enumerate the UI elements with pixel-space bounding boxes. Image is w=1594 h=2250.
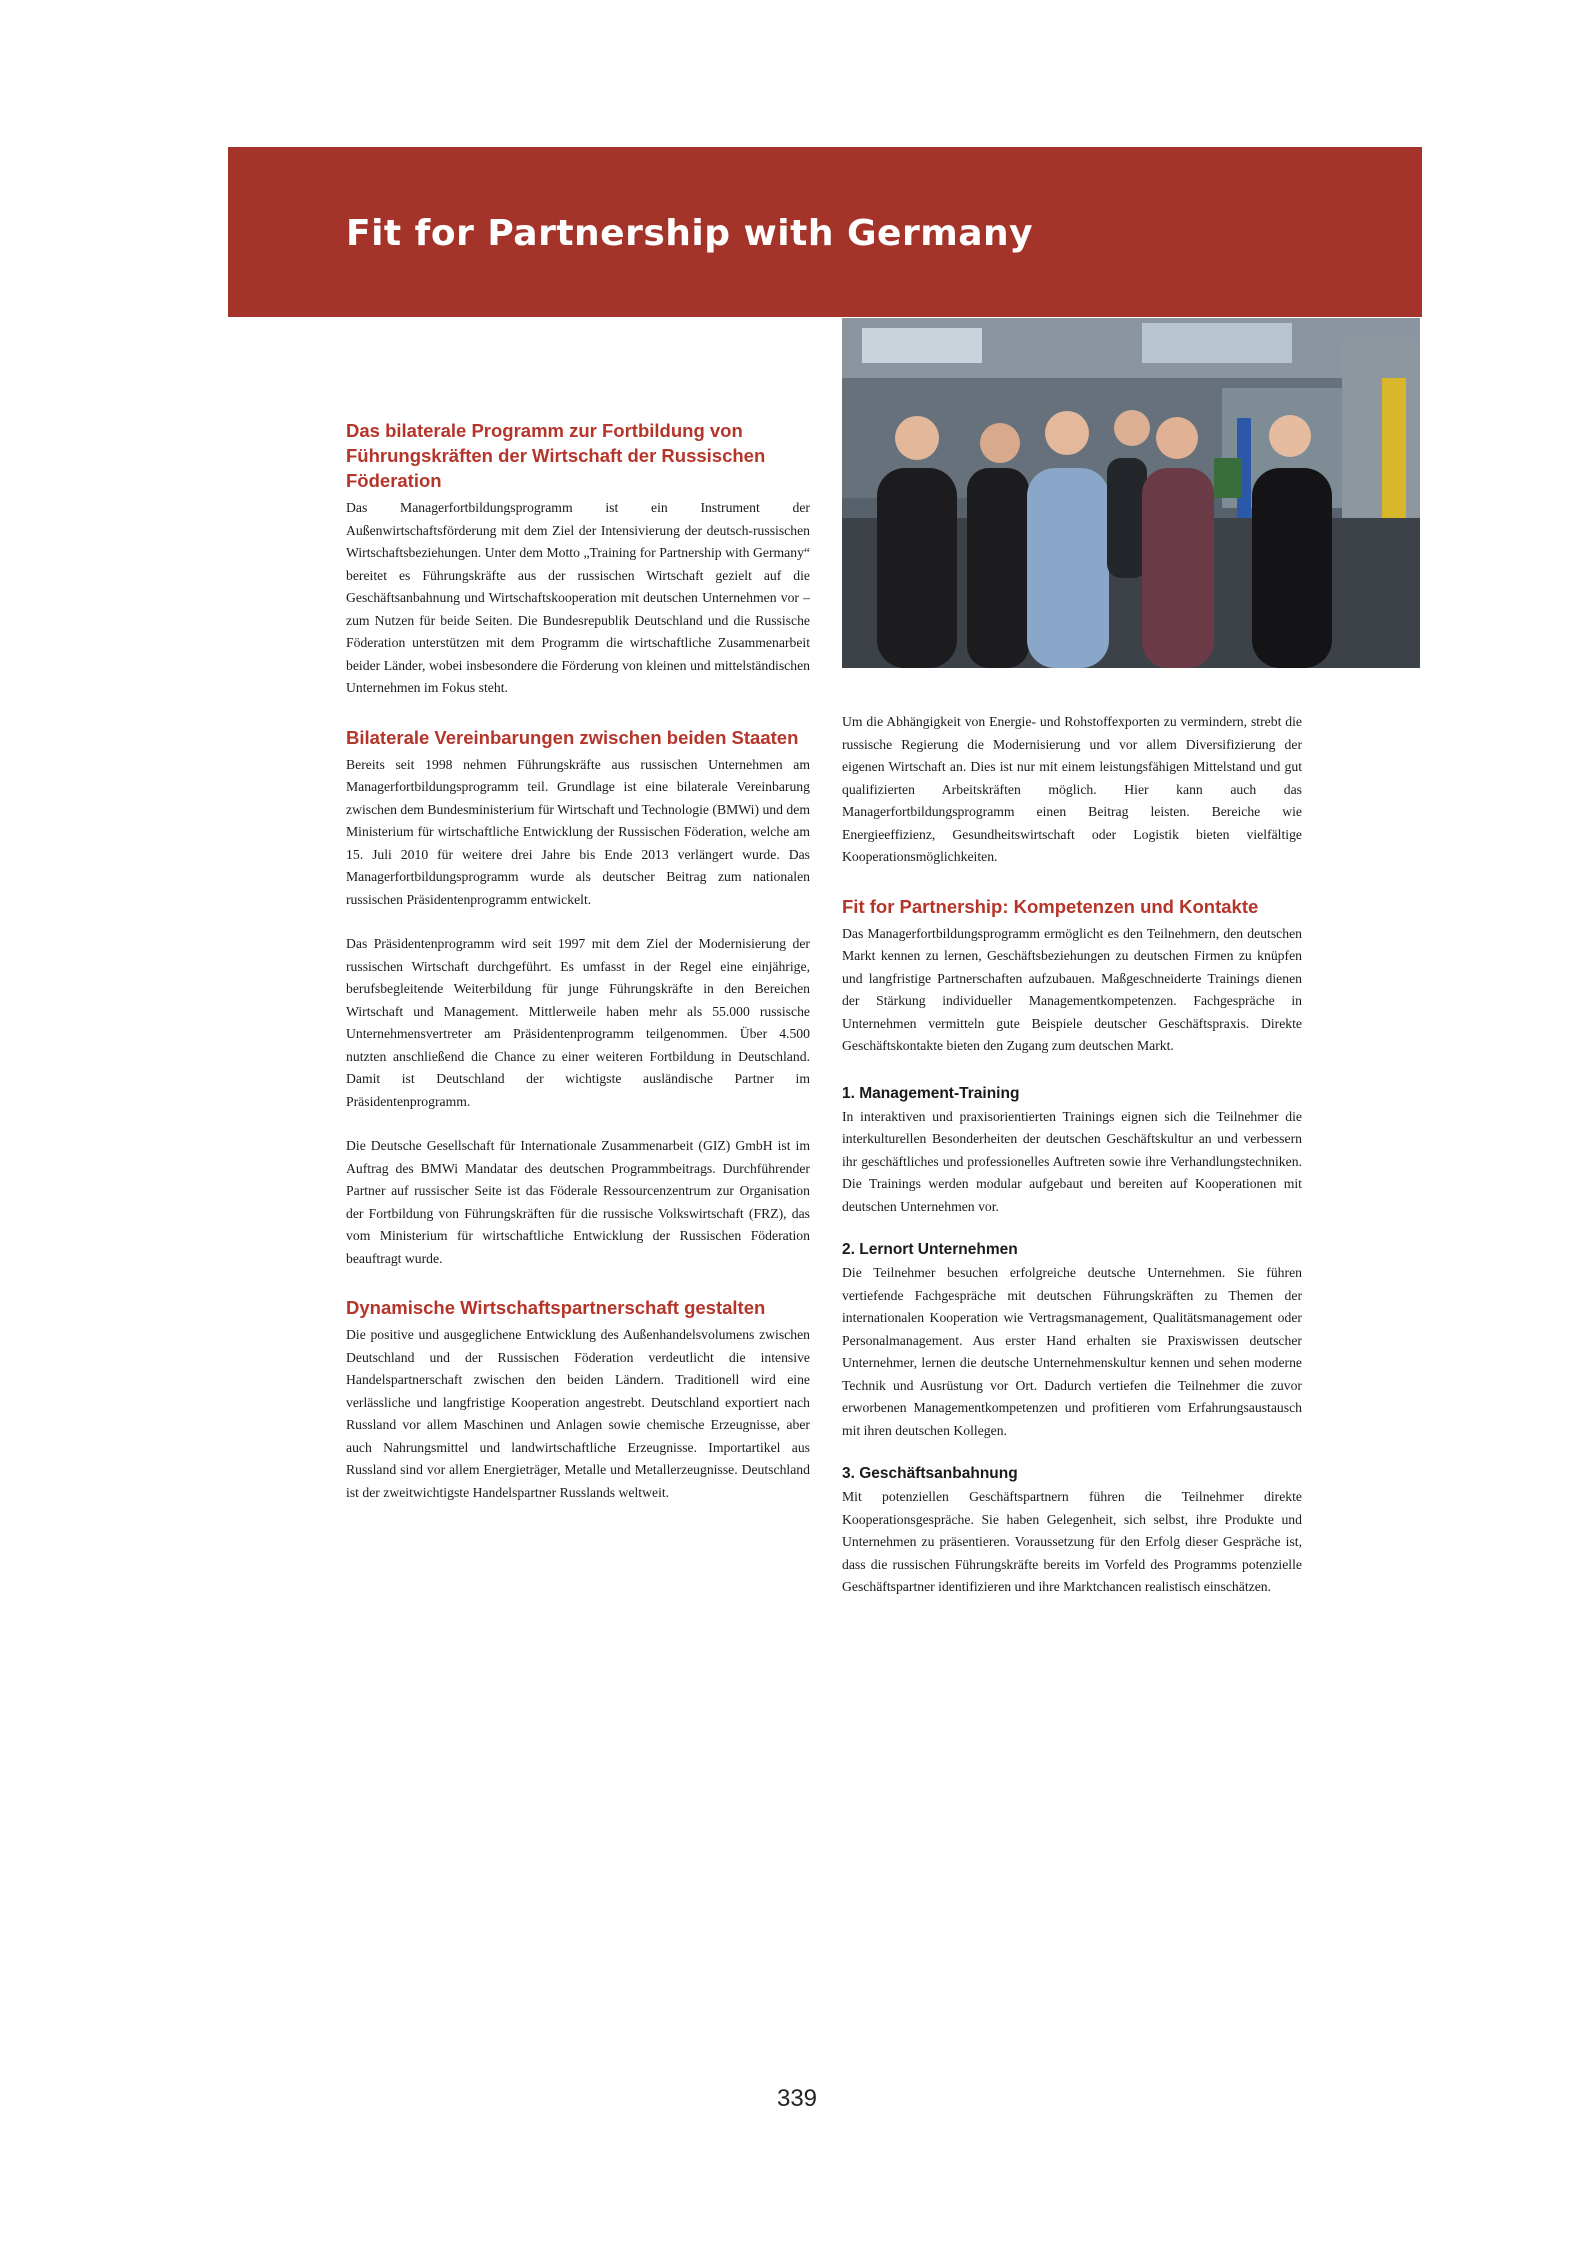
paragraph: Das Managerfortbildungsprogramm ermöglicht es den Teilnehmern, den deutschen Markt kennen zu lernen, Geschäftsbeziehungen zu deutschen Firmen zu knüpfen und langfristige Partnerschaften aufzubauen. Maßgeschneiderte Trainings dienen der Stärkung individueller Managementkompetenzen. Fachgespräche in Unternehmen vermitteln gute Beispiele deutscher Geschäftspraxis. Direkte Geschäftskontakte bieten den Zugang zum deutschen Markt. — [842, 925, 1302, 1053]
page-title: Fit for Partnership with Germany — [346, 213, 1034, 254]
paragraph: Die positive und ausgeglichene Entwicklung des Außenhandelsvolumens zwischen Deutschland und der Russischen Föderation verdeutlicht die intensive Handelspartnerschaft zwischen den beiden Ländern. Traditionell wird eine verlässliche und langfristige Kooperation angestrebt. Deutschland exportiert nach Russland vor allem Maschinen und Anlagen sowie chemische Erzeugnisse, aber auch Nahrungsmittel und landwirtschaftliche Erzeugnisse. Importartikel aus Russland sind vor allem Energieträger, Metalle und Metallerzeugnisse. Deutschland ist der zweitwichtigste Handelspartner Russlands weltweit. — [346, 1327, 810, 1500]
paragraph: In interaktiven und praxisorientierten Trainings eignen sich die Teilnehmer die interkulturellen Besonderheiten der deutschen Geschäftskultur an und verbessern ihr geschäftliches und professionelles Auftreten sowie ihre Verhandlungstechniken. Die Trainings werden modular aufgebaut und bereiten auf Kooperationen mit deutschen Unternehmen vor. — [842, 1108, 1302, 1214]
right-column — [842, 711, 1302, 1599]
subheading-business-initiation: 3. Geschäftsanbahnung — [842, 1465, 1018, 1482]
paragraph: Das Managerfortbildungsprogramm ist ein Instrument der Außenwirtschaftsförderung mit dem Ziel der Intensivierung der deutsch-russischen Wirtschaftsbeziehungen. Unter dem Motto „Training for Partnership with Germany“ bereitet es Führungskräfte aus der russischen Wirtschaft gezielt auf die Geschäftsanbahnung und Wirtschaftskooperation mit deutschen Unternehmen vor – zum Nutzen für beide Seiten. Die Bundesrepublik Deutschland und die Russische Föderation unterstützen mit dem Programm die wirtschaftliche Zusammenarbeit beider Länder, wobei insbesondere die Förderung von kleinen und mittelständischen Unternehmen im Fokus steht. — [346, 500, 810, 695]
left-column — [346, 418, 810, 1504]
subheading-learning-location: 2. Lernort Unternehmen — [842, 1241, 1018, 1258]
section-heading-bilateral-agreements: Bilaterale Vereinbarungen zwischen beiden Staaten — [346, 726, 799, 748]
subheading-management-training: 1. Management-Training — [842, 1084, 1020, 1102]
paragraph: Das Präsidentenprogramm wird seit 1997 mit dem Ziel der Modernisierung der russischen Wirtschaft durchgeführt. Es umfasst in der Regel eine einjährige, berufsbegleitende Weiterbildung für junge Führungskräfte in den Bereichen Wirtschaft und Management. Mittlerweile haben mehr als 55.000 russische Unternehmensvertreter am Präsidentenprogramm teilgenommen. Über 4.500 nutzten anschließend die Chance zu einer weiteren Fortbildung in Deutschland. Damit ist Deutschland der wichtigste ausländische Partner im Präsidentenprogramm. — [346, 936, 810, 1109]
group-photo-icon — [842, 318, 1420, 668]
paragraph: Die Deutsche Gesellschaft für Internationale Zusammenarbeit (GIZ) GmbH ist im Auftrag des BMWi Mandatar des deutschen Programmbeitrags. Durchführender Partner auf russischer Seite ist das Föderale Ressourcenzentrum zur Organisation der Fortbildung von Führungskräften für die russische Volkswirtschaft (FRZ), das vom Ministerium für wirtschaftliche Entwicklung der Russischen Föderation beauftragt wurde. — [346, 1138, 810, 1266]
title-banner — [228, 147, 1422, 317]
page-number: 339 — [776, 2085, 818, 2112]
section-heading-bilateral-program: Das bilaterale Programm zur Fortbildung von Führungskräften der Wirtschaft der Russischen Föderation — [346, 420, 766, 491]
paragraph: Die Teilnehmer besuchen erfolgreiche deutsche Unternehmen. Sie führen vertiefende Fachgespräche mit deutschen Führungskräften zu Themen der internationalen Kooperation wie Vertragsmanagement, Qualitätsmanagement oder Personalmanagement. Aus erster Hand erhalten sie Praxiswissen deutscher Unternehmer, lernen die deutsche Unternehmenskultur kennen und sehen moderne Technik und Ausrüstung vor Ort. Dadurch vertiefen die Teilnehmer die zuvor erworbenen Managementkompetenzen und profitieren vom Erfahrungsaustausch mit ihren deutschen Kollegen. — [842, 1265, 1302, 1438]
paragraph: Bereits seit 1998 nehmen Führungskräfte aus russischen Unternehmen am Managerfortbildungsprogramm teil. Grundlage ist eine bilaterale Vereinbarung zwischen dem Bundesministerium für Wirtschaft und Technologie (BMWi) und dem Ministerium für wirtschaftliche Entwicklung der Russischen Föderation, welche am 15. Juli 2010 für weitere drei Jahre bis Ende 2013 verlängert wurde. Das Managerfortbildungsprogramm wurde als deutscher Beitrag zum nationalen russischen Präsidentenprogramm entwickelt. — [346, 756, 810, 907]
section-heading-competences: Fit for Partnership: Kompetenzen und Kontakte — [842, 895, 1259, 917]
group-photo — [842, 318, 1420, 668]
section-heading-dynamic-partnership: Dynamische Wirtschaftspartnerschaft gestalten — [346, 1297, 766, 1318]
paragraph: Mit potenziellen Geschäftspartnern führen die Teilnehmer direkte Kooperationsgespräche. Sie haben Gelegenheit, sich selbst, ihre Produkte und Unternehmen zu präsentieren. Voraussetzung für den Erfolg dieser Gespräche ist, dass die russischen Führungskräfte bereits im Vorfeld des Programms potenzielle Geschäftspartner identifizieren und ihre Marktchancen realistisch einschätzen. — [842, 1489, 1302, 1594]
paragraph: Um die Abhängigkeit von Energie- und Rohstoffexporten zu vermindern, strebt die russische Regierung die Modernisierung und vor allem Diversifizierung der eigenen Wirtschaft an. Dies ist nur mit einem leistungsfähigen Mittelstand und gut qualifizierten Arbeitskräften möglich. Hier kann auch das Managerfortbildungsprogramm einen Beitrag leisten. Bereiche wie Energieeffizienz, Gesundheitswirtschaft oder Logistik bieten vielfältige Kooperationsmöglichkeiten. — [842, 714, 1302, 864]
